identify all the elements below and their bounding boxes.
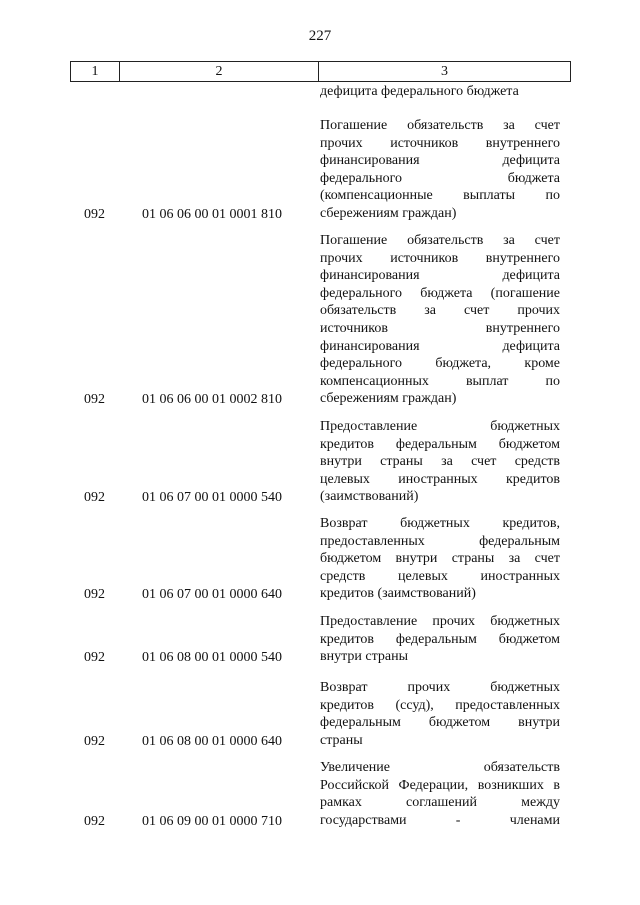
- row-kbk-code: 01 06 07 00 01 0000 640: [142, 587, 282, 603]
- row-code: 092: [84, 587, 105, 603]
- row-description-line: источников внутреннего: [320, 320, 560, 336]
- row-description-line: Возврат бюджетных кредитов,: [320, 516, 560, 531]
- row-description-line: федерального бюджета: [320, 170, 560, 186]
- row-description: [320, 613, 560, 666]
- row-description: [320, 759, 560, 829]
- row-description-line: рамках соглашений между: [320, 795, 560, 811]
- row-description-line: внутри страны: [320, 649, 408, 665]
- row-description-line: финансирования дефицита: [320, 153, 560, 169]
- row-kbk-code: 01 06 08 00 01 0000 640: [142, 733, 282, 749]
- row-description: [320, 418, 560, 506]
- row-code: 092: [84, 733, 105, 749]
- row-code: 092: [84, 490, 105, 506]
- row-description-line: государствами - членами: [320, 812, 560, 828]
- row-code: 092: [84, 650, 105, 666]
- row-description: [320, 117, 560, 223]
- row-description-line: прочих источников внутреннего: [320, 250, 560, 266]
- row-description-line: средств целевых иностранных: [320, 568, 560, 584]
- row-kbk-code: 01 06 07 00 01 0000 540: [142, 490, 282, 506]
- row-description-line: сбережениям граждан): [320, 205, 457, 221]
- row-description-line: финансирования дефицита: [320, 338, 560, 354]
- row-description-line: кредитов федеральным бюджетом: [320, 436, 560, 452]
- column-header-table: [70, 61, 571, 82]
- column-header-2: 2: [120, 62, 319, 82]
- row-description-line: бюджетом внутри страны за счет: [320, 551, 560, 567]
- column-header-3: 3: [319, 62, 571, 82]
- row-code: 092: [84, 392, 105, 408]
- intro-line-text: дефицита федерального бюджета: [320, 84, 519, 99]
- row-description-line: федерального бюджета (погашение: [320, 285, 560, 301]
- row-description: [320, 515, 560, 603]
- row-description-line: Предоставление бюджетных: [320, 419, 560, 434]
- intro-line: [320, 83, 560, 101]
- row-description-line: финансирования дефицита: [320, 268, 560, 284]
- row-description-line: Погашение обязательств за счет: [320, 118, 560, 133]
- row-description-line: страны: [320, 732, 363, 748]
- row-kbk-code: 01 06 09 00 01 0000 710: [142, 813, 282, 829]
- row-description-line: обязательств за счет прочих: [320, 303, 560, 319]
- row-code: 092: [84, 813, 105, 829]
- row-description-line: (компенсационные выплаты по: [320, 188, 560, 204]
- row-description-line: Предоставление прочих бюджетных: [320, 614, 560, 629]
- row-description-line: федерального бюджета, кроме: [320, 356, 560, 372]
- row-description-line: компенсационных выплат по: [320, 373, 560, 389]
- column-header-1: 1: [71, 62, 120, 82]
- row-description-line: кредитов (ссуд), предоставленных: [320, 697, 560, 713]
- row-description-line: внутри страны за счет средств: [320, 454, 560, 470]
- row-description-line: (заимствований): [320, 489, 419, 505]
- row-description-line: сбережениям граждан): [320, 391, 457, 407]
- row-description-line: кредитов федеральным бюджетом: [320, 631, 560, 647]
- row-description-line: предоставленных федеральным: [320, 533, 560, 549]
- row-description-line: прочих источников внутреннего: [320, 135, 560, 151]
- row-description-line: Увеличение обязательств: [320, 760, 560, 775]
- row-description-line: целевых иностранных кредитов: [320, 471, 560, 487]
- row-description-line: Погашение обязательств за счет: [320, 233, 560, 248]
- row-description-line: федеральным бюджетом внутри: [320, 715, 560, 731]
- row-kbk-code: 01 06 06 00 01 0001 810: [142, 207, 282, 222]
- row-kbk-code: 01 06 08 00 01 0000 540: [142, 650, 282, 666]
- row-description: [320, 232, 560, 408]
- page-number: 227: [308, 28, 332, 44]
- row-description-line: кредитов (заимствований): [320, 586, 476, 602]
- row-description-line: Российской Федерации, возникших в: [320, 777, 560, 793]
- row-code: 092: [84, 207, 105, 222]
- row-description: [320, 679, 560, 749]
- row-description-line: Возврат прочих бюджетных: [320, 680, 560, 695]
- row-kbk-code: 01 06 06 00 01 0002 810: [142, 392, 282, 408]
